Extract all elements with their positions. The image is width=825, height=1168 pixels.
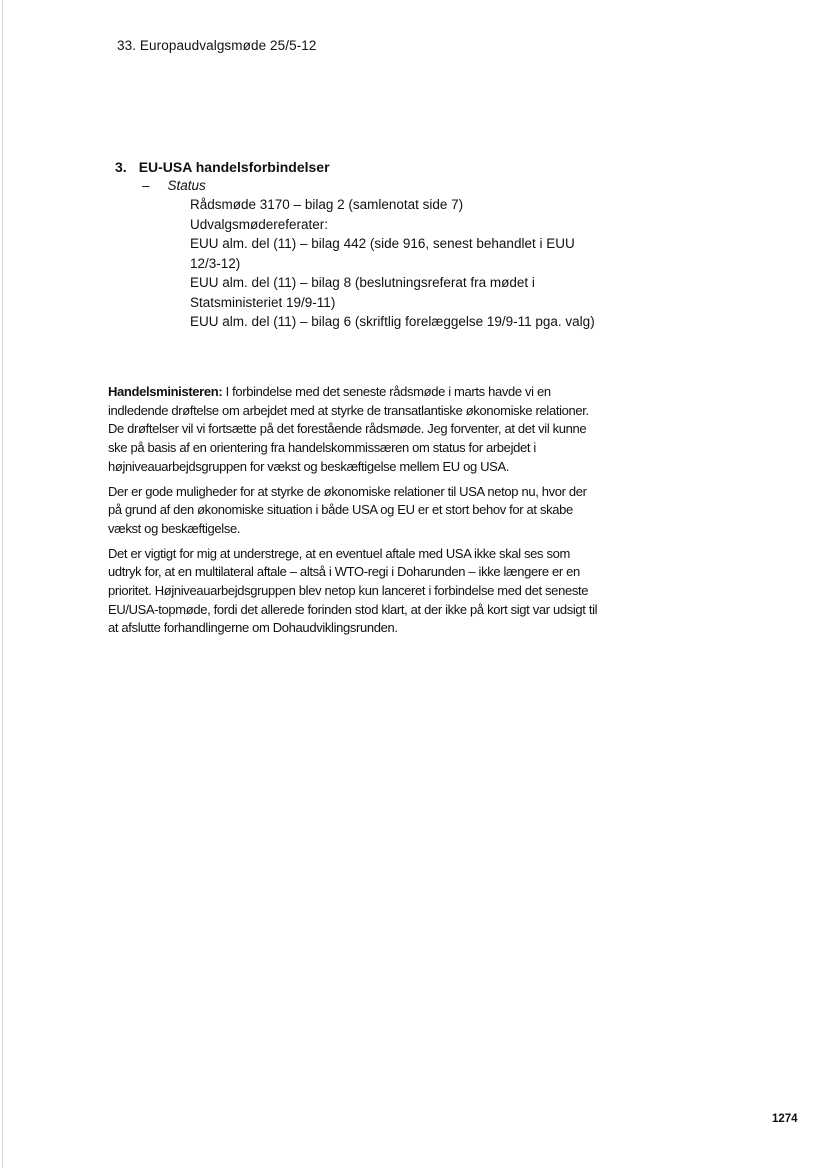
status-dash: – xyxy=(142,178,150,193)
section-title: EU-USA handelsforbindelser xyxy=(138,159,330,175)
section-heading xyxy=(115,159,615,175)
status-label: Status xyxy=(167,178,206,193)
paragraph: Der er gode muligheder for at styrke de økonomiske relationer til USA netop nu, hvor der på grund af den økonomiske situation i både USA og EU er et stort behov for at skabe vækst og beskæftigelse. xyxy=(108,483,587,536)
reference-item: Udvalgsmødereferater: xyxy=(190,216,329,232)
status-line xyxy=(142,178,615,193)
scan-edge-line xyxy=(2,0,3,1168)
reference-item: EUU alm. del (11) – bilag 8 (beslutningsreferat fra mødet i Statsministeriet 19/9-11) xyxy=(190,275,535,310)
section-number: 3. xyxy=(115,159,127,175)
paragraph-text: I forbindelse med det seneste rådsmøde i marts havde vi en indledende drøftelse om arbejdet med at styrke de transatlantiske økonomiske relationer. De drøftelser vil vi fortsætte på det forestående rådsmøde. Jeg forventer, at det vil kunne ske på basis af en orientering fra handelskommissæren om status for arbejdet i højniveauarbejdsgruppen for vækst og beskæftigelse mellem EU og USA. xyxy=(108,384,589,474)
reference-item: EUU alm. del (11) – bilag 442 (side 916, senest behandlet i EUU 12/3-12) xyxy=(190,236,575,271)
statement-body xyxy=(108,383,598,644)
page-number: 1274 xyxy=(772,1113,798,1125)
reference-list xyxy=(190,195,600,332)
reference-item: EUU alm. del (11) – bilag 6 (skriftlig forelæggelse 19/9-11 pga. valg) xyxy=(190,314,595,329)
page-header: 33. Europaudvalgsmøde 25/5-12 xyxy=(117,38,317,53)
reference-item: Rådsmøde 3170 – bilag 2 (samlenotat side 7) xyxy=(190,197,464,212)
paragraph xyxy=(108,383,598,477)
paragraph: Det er vigtigt for mig at understrege, at en eventuel aftale med USA ikke skal ses som udtryk for, at en multilateral aftale – altså i WTO-regi i Doharunden – ikke længere er en prioritet. Højniveauarbejdsgruppen blev netop kun lanceret i forbindelse med det seneste EU/USA-topmøde, fordi det allerede forinden stod klart, at der ikke på kort sigt var udsigt til at afslutte forhandlingerne om Dohaudviklingsrunden. xyxy=(108,545,598,636)
speaker-name: Handelsministeren: xyxy=(108,384,223,399)
agenda-section xyxy=(115,159,615,332)
